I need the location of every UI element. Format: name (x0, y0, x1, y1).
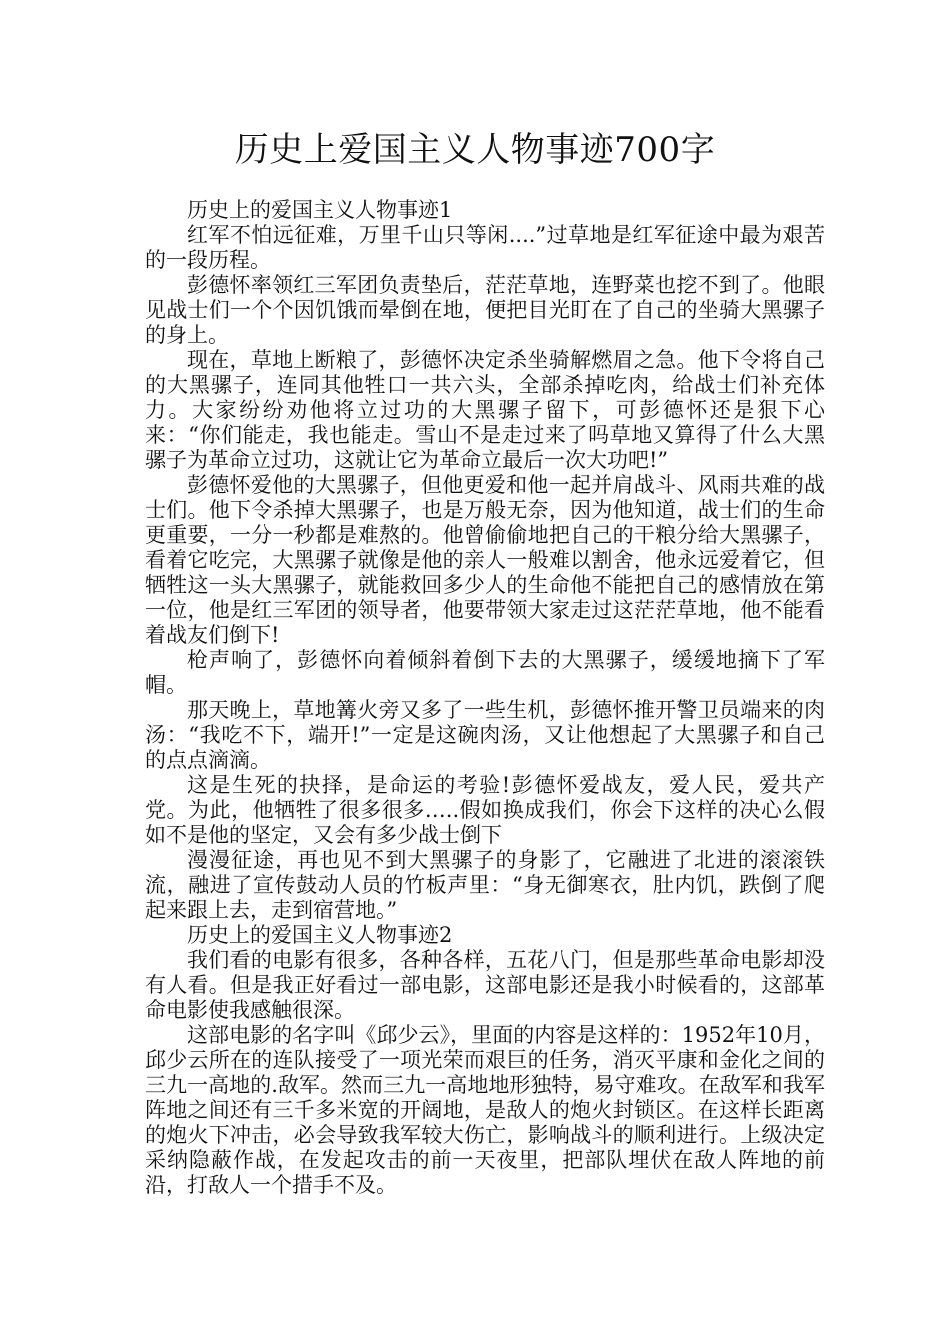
paragraph: 历史上的爱国主义人物事迹2 (187, 923, 453, 947)
paragraph: 历史上的爱国主义人物事迹1 (187, 198, 453, 222)
paragraph: 枪声响了，彭德怀向着倾斜着倒下去的大黑骡子，缓缓地摘下了军帽。 (145, 648, 825, 697)
document-title: 历史上爱国主义人物事迹700字 (234, 130, 716, 170)
paragraph: 红军不怕远征难，万里千山只等闲....”过草地是红军征途中最为艰苦的一段历程。 (145, 223, 825, 272)
paragraph: 我们看的电影有很多，各种各样，五花八门，但是那些革命电影却没有人看。但是我正好看过一部电影，这部电影还是我小时候看的，这部革命电影使我感触很深。 (145, 948, 825, 1022)
paragraph: 彭德怀率领红三军团负责垫后，茫茫草地，连野菜也挖不到了。他眼见战士们一个个因饥饿而晕倒在地，便把目光盯在了自己的坐骑大黑骡子的身上。 (145, 273, 825, 347)
paragraph: 这是生死的抉择，是命运的考验!彭德怀爱战友，爱人民，爱共产党。为此，他牺牲了很多很多…..假如换成我们，你会下这样的决心么假如不是他的坚定，又会有多少战士倒下 (145, 773, 825, 847)
paragraph: 现在，草地上断粮了，彭德怀决定杀坐骑解燃眉之急。他下令将自己的大黑骡子，连同其他牲口一共六头，全部杀掉吃肉，给战士们补充体力。大家纷纷劝他将立过功的大黑骡子留下，可彭德怀还是狠下心来：“你们能走，我也能走。雪山不是走过来了吗草地又算得了什么大黑骡子为革命立过功，这就让它为革命立最后一次大功吧!” (145, 348, 825, 472)
document-body (145, 198, 825, 1198)
paragraph: 彭德怀爱他的大黑骡子，但他更爱和他一起并肩战斗、风雨共难的战士们。他下令杀掉大黑骡子，也是万般无奈，因为他知道，战士们的生命更重要，一分一秒都是难熬的。他曾偷偷地把自己的干粮分给大黑骡子，看着它吃完，大黑骡子就像是他的亲人一般难以割舍，他永远爱着它，但牺牲这一头大黑骡子，就能救回多少人的生命他不能把自己的感情放在第一位，他是红三军团的领导者，他要带领大家走过这茫茫草地，他不能看着战友们倒下! (145, 473, 825, 647)
paragraph: 这部电影的名字叫《邱少云》，里面的内容是这样的：1952年10月，邱少云所在的连队接受了一项光荣而艰巨的任务，消灭平康和金化之间的三九一高地的.敌军。然而三九一高地地形独特，易守难攻。在敌军和我军阵地之间还有三千多米宽的开阔地，是敌人的炮火封锁区。在这样长距离的炮火下冲击，必会导致我军较大伤亡，影响战斗的顺利进行。上级决定采纳隐蔽作战，在发起攻击的前一天夜里，把部队埋伏在敌人阵地的前沿，打敌人一个措手不及。 (145, 1023, 825, 1197)
paragraph: 漫漫征途，再也见不到大黑骡子的身影了，它融进了北进的滚滚铁流，融进了宣传鼓动人员的竹板声里：“身无御寒衣，肚内饥，跌倒了爬起来跟上去，走到宿营地。” (145, 848, 825, 922)
paragraph: 那天晚上，草地篝火旁又多了一些生机，彭德怀推开警卫员端来的肉汤：“我吃不下，端开!”一定是这碗肉汤，又让他想起了大黑骡子和自己的点点滴滴。 (145, 698, 825, 772)
